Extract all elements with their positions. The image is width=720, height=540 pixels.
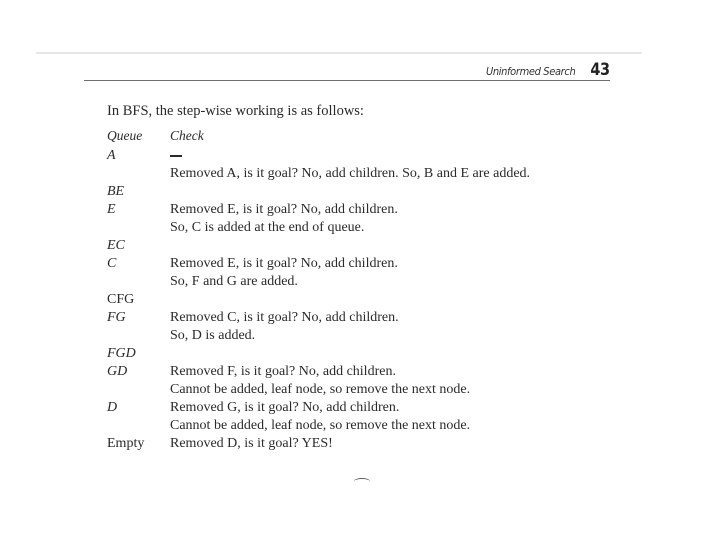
header-divider — [84, 80, 610, 81]
check-cell: So, F and G are added. — [170, 274, 298, 289]
queue-cell: Empty — [107, 436, 145, 451]
queue-cell: GD — [107, 364, 128, 379]
check-cell: Cannot be added, leaf node, so remove the next node. — [170, 382, 471, 397]
check-cell — [170, 147, 182, 165]
figure-fragment — [354, 478, 370, 485]
table-row — [107, 201, 398, 219]
table-row — [107, 309, 399, 327]
running-title: Uninformed Search — [485, 65, 576, 78]
check-cell: Removed F, is it goal? No, add children. — [170, 364, 396, 379]
table-row — [107, 435, 364, 453]
top-divider — [36, 52, 642, 54]
queue-cell: BE — [107, 184, 125, 199]
queue-cell: C — [107, 256, 117, 271]
table-row — [107, 255, 398, 273]
column-header-check: Check — [170, 128, 204, 143]
page-number: 43 — [590, 60, 610, 80]
check-cell: Removed G, is it goal? No, add children. — [170, 400, 400, 415]
table-row — [107, 399, 400, 417]
check-cell: So, D is added. — [170, 328, 256, 343]
queue-cell: EC — [107, 238, 125, 253]
check-cell: So, C is added at the end of queue. — [170, 220, 365, 235]
table-row — [107, 345, 364, 363]
table-header — [107, 125, 364, 147]
table-row — [107, 327, 364, 345]
queue-cell: FG — [107, 310, 126, 325]
table-row — [107, 273, 364, 291]
table-row — [107, 363, 396, 381]
running-head — [440, 60, 610, 80]
table-row — [107, 417, 471, 435]
column-header-queue: Queue — [107, 128, 143, 143]
check-cell: Removed D, is it goal? YES! — [170, 436, 333, 451]
table-row — [107, 291, 364, 309]
queue-cell: E — [107, 202, 116, 217]
page-body — [107, 101, 531, 453]
dash-mark — [170, 155, 182, 157]
check-cell: Removed C, is it goal? No, add children. — [170, 310, 399, 325]
check-cell: Cannot be added, leaf node, so remove the next node. — [170, 418, 471, 433]
queue-cell: D — [107, 400, 118, 415]
queue-cell: A — [107, 148, 116, 163]
check-cell: Removed A, is it goal? No, add children. So, B and E are added. — [170, 166, 531, 181]
table-row — [107, 381, 471, 399]
check-cell: Removed E, is it goal? No, add children. — [170, 202, 398, 217]
table-row — [107, 147, 364, 165]
table-row — [107, 237, 364, 255]
table-row — [107, 183, 364, 201]
queue-cell: FGD — [107, 346, 136, 361]
table-row — [107, 219, 364, 237]
check-cell: Removed E, is it goal? No, add children. — [170, 256, 398, 271]
table-row — [107, 165, 531, 183]
intro-paragraph: In BFS, the step-wise working is as follows: — [107, 103, 364, 119]
queue-cell: CFG — [107, 292, 135, 307]
